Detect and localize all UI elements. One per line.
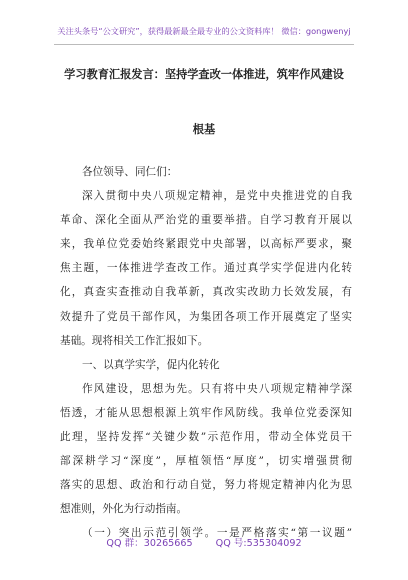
document-title-continued: 根基 [192, 123, 216, 136]
body-line: 作风建设，思想为先。只有将中央八项规定精神学深 [82, 382, 352, 395]
body-line: 落实的思想、政治和行动自觉，努力将规定精神内化为思 [60, 479, 352, 492]
header-divider [54, 44, 354, 45]
body-line: 革命、深化全面从严治党的重要举措。自学习教育开展以 [60, 214, 352, 227]
body-line: 基础。现将相关工作汇报如下。 [60, 334, 209, 347]
header-promo-text: 关注头条号“公文研究”，获得最新最全最专业的公文资料库！ 微信：gongwenyj [57, 26, 351, 36]
footer-qq-group: QQ 群：30265665 [106, 538, 193, 549]
salutation: 各位领导、同仁们： [82, 166, 178, 178]
body-line: 来，我单位党委始终紧跟党中央部署，以高标严要求，聚 [60, 238, 352, 251]
footer-qq-number: QQ 号:535304092 [215, 538, 302, 549]
footer-contact [0, 535, 408, 549]
document-title: 学习教育汇报发言：坚持学查改一体推进，筑牢作风建设 [64, 68, 344, 81]
document-body [60, 160, 352, 546]
body-line: 焦主题，一体推进学查改工作。通过真学实学促进内化转 [60, 262, 352, 275]
body-line: 悟透，才能从思想根源上筑牢作风防线。我单位党委深知 [60, 406, 352, 419]
body-line: 深入贯彻中央八项规定精神，是党中央推进党的自我 [82, 190, 352, 203]
body-line: 效提升了党员干部作风，为集团各项工作开展奠定了坚实 [60, 310, 352, 323]
body-line: 部深耕学习“深度”，厚植领悟“厚度”，切实增强贯彻 [60, 455, 352, 468]
subsection-heading: （一）突出示范引领学。一是严格落实“第一议题” [82, 527, 352, 540]
body-line: 此理，坚持发挥“关键少数”示范作用，带动全体党员干 [60, 431, 352, 444]
body-line: 化，真查实查推动自我革新，真改实改助力长效发展，有 [60, 286, 352, 299]
body-line: 想准则，外化为行动指南。 [60, 503, 188, 516]
section-heading: 一、以真学实学，促内化转化 [82, 358, 220, 371]
